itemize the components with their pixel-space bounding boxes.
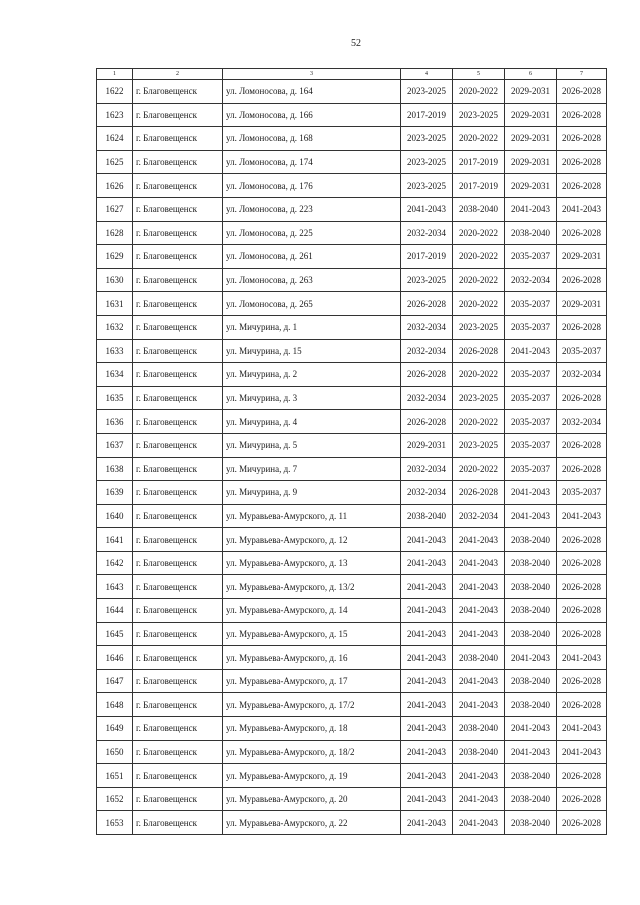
table-row [97, 150, 607, 174]
period-cell-col4: 2023-2025 [401, 174, 453, 198]
period-cell-col4: 2041-2043 [401, 811, 453, 835]
address-cell: ул. Мичурина, д. 15 [223, 339, 401, 363]
city-cell: г. Благовещенск [133, 622, 223, 646]
row-number-cell: 1648 [97, 693, 133, 717]
period-cell-col6: 2035-2037 [505, 386, 557, 410]
period-cell-col7: 2026-2028 [557, 268, 607, 292]
row-number-cell: 1623 [97, 103, 133, 127]
period-cell-col5: 2017-2019 [453, 150, 505, 174]
table-row [97, 764, 607, 788]
period-cell-col5: 2041-2043 [453, 811, 505, 835]
row-number-cell: 1639 [97, 481, 133, 505]
period-cell-col5: 2038-2040 [453, 197, 505, 221]
period-cell-col5: 2038-2040 [453, 740, 505, 764]
city-cell: г. Благовещенск [133, 245, 223, 269]
period-cell-col6: 2041-2043 [505, 504, 557, 528]
period-cell-col5: 2023-2025 [453, 433, 505, 457]
period-cell-col6: 2035-2037 [505, 457, 557, 481]
period-cell-col7: 2026-2028 [557, 811, 607, 835]
row-number-cell: 1633 [97, 339, 133, 363]
table-row [97, 245, 607, 269]
period-cell-col4: 2032-2034 [401, 339, 453, 363]
period-cell-col6: 2038-2040 [505, 221, 557, 245]
period-cell-col4: 2023-2025 [401, 268, 453, 292]
city-cell: г. Благовещенск [133, 339, 223, 363]
period-cell-col5: 2020-2022 [453, 268, 505, 292]
period-cell-col5: 2038-2040 [453, 717, 505, 741]
period-cell-col4: 2023-2025 [401, 127, 453, 151]
table-row [97, 363, 607, 387]
period-cell-col4: 2032-2034 [401, 315, 453, 339]
period-cell-col5: 2020-2022 [453, 245, 505, 269]
period-cell-col5: 2020-2022 [453, 80, 505, 104]
period-cell-col7: 2026-2028 [557, 787, 607, 811]
period-cell-col7: 2035-2037 [557, 339, 607, 363]
table-row [97, 787, 607, 811]
city-cell: г. Благовещенск [133, 717, 223, 741]
period-cell-col6: 2038-2040 [505, 669, 557, 693]
city-cell: г. Благовещенск [133, 197, 223, 221]
period-cell-col4: 2041-2043 [401, 693, 453, 717]
period-cell-col7: 2026-2028 [557, 551, 607, 575]
city-cell: г. Благовещенск [133, 646, 223, 670]
city-cell: г. Благовещенск [133, 103, 223, 127]
row-number-cell: 1638 [97, 457, 133, 481]
row-number-cell: 1652 [97, 787, 133, 811]
row-number-cell: 1651 [97, 764, 133, 788]
period-cell-col4: 2041-2043 [401, 717, 453, 741]
period-cell-col7: 2026-2028 [557, 433, 607, 457]
city-cell: г. Благовещенск [133, 292, 223, 316]
row-number-cell: 1646 [97, 646, 133, 670]
address-cell: ул. Ломоносова, д. 174 [223, 150, 401, 174]
period-cell-col5: 2023-2025 [453, 315, 505, 339]
period-cell-col7: 2026-2028 [557, 221, 607, 245]
period-cell-col6: 2041-2043 [505, 646, 557, 670]
period-cell-col6: 2038-2040 [505, 575, 557, 599]
row-number-cell: 1635 [97, 386, 133, 410]
column-header: 3 [223, 69, 401, 80]
period-cell-col7: 2041-2043 [557, 197, 607, 221]
period-cell-col6: 2038-2040 [505, 764, 557, 788]
period-cell-col5: 2020-2022 [453, 410, 505, 434]
row-number-cell: 1627 [97, 197, 133, 221]
row-number-cell: 1642 [97, 551, 133, 575]
column-header: 2 [133, 69, 223, 80]
row-number-cell: 1631 [97, 292, 133, 316]
city-cell: г. Благовещенск [133, 457, 223, 481]
period-cell-col7: 2026-2028 [557, 622, 607, 646]
address-cell: ул. Ломоносова, д. 164 [223, 80, 401, 104]
address-cell: ул. Мичурина, д. 5 [223, 433, 401, 457]
period-cell-col6: 2038-2040 [505, 622, 557, 646]
period-cell-col6: 2038-2040 [505, 599, 557, 623]
city-cell: г. Благовещенск [133, 363, 223, 387]
period-cell-col4: 2041-2043 [401, 669, 453, 693]
table-row [97, 811, 607, 835]
period-cell-col5: 2026-2028 [453, 481, 505, 505]
address-cell: ул. Муравьева-Амурского, д. 13 [223, 551, 401, 575]
period-cell-col4: 2029-2031 [401, 433, 453, 457]
period-cell-col7: 2026-2028 [557, 693, 607, 717]
period-cell-col4: 2017-2019 [401, 103, 453, 127]
period-cell-col6: 2041-2043 [505, 197, 557, 221]
city-cell: г. Благовещенск [133, 481, 223, 505]
period-cell-col4: 2041-2043 [401, 622, 453, 646]
column-header: 1 [97, 69, 133, 80]
table-row [97, 528, 607, 552]
row-number-cell: 1622 [97, 80, 133, 104]
city-cell: г. Благовещенск [133, 787, 223, 811]
city-cell: г. Благовещенск [133, 599, 223, 623]
table-row [97, 410, 607, 434]
period-cell-col6: 2035-2037 [505, 292, 557, 316]
table-row [97, 315, 607, 339]
period-cell-col4: 2041-2043 [401, 646, 453, 670]
table-row [97, 551, 607, 575]
address-cell: ул. Мичурина, д. 2 [223, 363, 401, 387]
period-cell-col4: 2017-2019 [401, 245, 453, 269]
period-cell-col5: 2020-2022 [453, 457, 505, 481]
period-cell-col7: 2026-2028 [557, 528, 607, 552]
row-number-cell: 1626 [97, 174, 133, 198]
period-cell-col6: 2038-2040 [505, 787, 557, 811]
period-cell-col6: 2035-2037 [505, 410, 557, 434]
address-cell: ул. Муравьева-Амурского, д. 18 [223, 717, 401, 741]
period-cell-col6: 2035-2037 [505, 315, 557, 339]
period-cell-col5: 2020-2022 [453, 127, 505, 151]
row-number-cell: 1645 [97, 622, 133, 646]
row-number-cell: 1632 [97, 315, 133, 339]
table-row [97, 80, 607, 104]
table-row [97, 174, 607, 198]
row-number-cell: 1636 [97, 410, 133, 434]
column-header: 6 [505, 69, 557, 80]
address-cell: ул. Ломоносова, д. 223 [223, 197, 401, 221]
period-cell-col5: 2041-2043 [453, 764, 505, 788]
address-cell: ул. Ломоносова, д. 263 [223, 268, 401, 292]
row-number-cell: 1641 [97, 528, 133, 552]
row-number-cell: 1624 [97, 127, 133, 151]
column-header: 5 [453, 69, 505, 80]
period-cell-col7: 2041-2043 [557, 717, 607, 741]
address-cell: ул. Муравьева-Амурского, д. 20 [223, 787, 401, 811]
row-number-cell: 1649 [97, 717, 133, 741]
table-row [97, 221, 607, 245]
period-cell-col4: 2041-2043 [401, 764, 453, 788]
period-cell-col4: 2023-2025 [401, 80, 453, 104]
city-cell: г. Благовещенск [133, 764, 223, 788]
address-cell: ул. Муравьева-Амурского, д. 17/2 [223, 693, 401, 717]
table-row [97, 504, 607, 528]
address-cell: ул. Муравьева-Амурского, д. 12 [223, 528, 401, 552]
period-cell-col4: 2026-2028 [401, 292, 453, 316]
address-cell: ул. Муравьева-Амурского, д. 17 [223, 669, 401, 693]
period-cell-col4: 2041-2043 [401, 740, 453, 764]
period-cell-col4: 2041-2043 [401, 551, 453, 575]
period-cell-col7: 2026-2028 [557, 669, 607, 693]
period-cell-col6: 2035-2037 [505, 433, 557, 457]
city-cell: г. Благовещенск [133, 740, 223, 764]
period-cell-col6: 2041-2043 [505, 740, 557, 764]
period-cell-col4: 2032-2034 [401, 457, 453, 481]
period-cell-col5: 2026-2028 [453, 339, 505, 363]
table-row [97, 457, 607, 481]
city-cell: г. Благовещенск [133, 386, 223, 410]
period-cell-col6: 2029-2031 [505, 80, 557, 104]
period-cell-col6: 2029-2031 [505, 103, 557, 127]
column-header: 4 [401, 69, 453, 80]
city-cell: г. Благовещенск [133, 268, 223, 292]
row-number-cell: 1653 [97, 811, 133, 835]
address-cell: ул. Ломоносова, д. 261 [223, 245, 401, 269]
period-cell-col7: 2029-2031 [557, 245, 607, 269]
row-number-cell: 1630 [97, 268, 133, 292]
address-cell: ул. Мичурина, д. 1 [223, 315, 401, 339]
period-cell-col4: 2041-2043 [401, 599, 453, 623]
table-row [97, 717, 607, 741]
period-cell-col7: 2026-2028 [557, 127, 607, 151]
address-cell: ул. Муравьева-Амурского, д. 18/2 [223, 740, 401, 764]
table-row [97, 669, 607, 693]
table-row [97, 622, 607, 646]
address-cell: ул. Муравьева-Амурского, д. 15 [223, 622, 401, 646]
city-cell: г. Благовещенск [133, 315, 223, 339]
period-cell-col6: 2038-2040 [505, 528, 557, 552]
table-row [97, 575, 607, 599]
period-cell-col6: 2032-2034 [505, 268, 557, 292]
period-cell-col7: 2041-2043 [557, 740, 607, 764]
period-cell-col4: 2032-2034 [401, 481, 453, 505]
period-cell-col4: 2032-2034 [401, 221, 453, 245]
period-cell-col5: 2020-2022 [453, 292, 505, 316]
table-row [97, 693, 607, 717]
row-number-cell: 1640 [97, 504, 133, 528]
address-cell: ул. Ломоносова, д. 176 [223, 174, 401, 198]
city-cell: г. Благовещенск [133, 504, 223, 528]
period-cell-col6: 2035-2037 [505, 363, 557, 387]
address-cell: ул. Муравьева-Амурского, д. 16 [223, 646, 401, 670]
period-cell-col5: 2023-2025 [453, 386, 505, 410]
city-cell: г. Благовещенск [133, 433, 223, 457]
period-cell-col6: 2029-2031 [505, 150, 557, 174]
row-number-cell: 1634 [97, 363, 133, 387]
address-cell: ул. Муравьева-Амурского, д. 22 [223, 811, 401, 835]
table-row [97, 386, 607, 410]
period-cell-col7: 2026-2028 [557, 764, 607, 788]
row-number-cell: 1629 [97, 245, 133, 269]
period-cell-col5: 2041-2043 [453, 787, 505, 811]
period-cell-col5: 2041-2043 [453, 575, 505, 599]
period-cell-col4: 2032-2034 [401, 386, 453, 410]
period-cell-col7: 2026-2028 [557, 150, 607, 174]
address-cell: ул. Ломоносова, д. 265 [223, 292, 401, 316]
address-cell: ул. Мичурина, д. 3 [223, 386, 401, 410]
period-cell-col4: 2026-2028 [401, 410, 453, 434]
table-row [97, 127, 607, 151]
period-cell-col4: 2041-2043 [401, 787, 453, 811]
city-cell: г. Благовещенск [133, 528, 223, 552]
period-cell-col5: 2041-2043 [453, 599, 505, 623]
period-cell-col5: 2038-2040 [453, 646, 505, 670]
table-row [97, 268, 607, 292]
page-number: 52 [351, 38, 361, 49]
period-cell-col5: 2041-2043 [453, 622, 505, 646]
address-cell: ул. Мичурина, д. 4 [223, 410, 401, 434]
period-cell-col4: 2041-2043 [401, 575, 453, 599]
period-cell-col5: 2023-2025 [453, 103, 505, 127]
period-cell-col7: 2041-2043 [557, 646, 607, 670]
address-cell: ул. Муравьева-Амурского, д. 11 [223, 504, 401, 528]
table-row [97, 740, 607, 764]
city-cell: г. Благовещенск [133, 811, 223, 835]
period-cell-col5: 2041-2043 [453, 551, 505, 575]
period-cell-col5: 2032-2034 [453, 504, 505, 528]
address-cell: ул. Ломоносова, д. 166 [223, 103, 401, 127]
period-cell-col4: 2023-2025 [401, 150, 453, 174]
period-cell-col7: 2026-2028 [557, 386, 607, 410]
city-cell: г. Благовещенск [133, 575, 223, 599]
city-cell: г. Благовещенск [133, 221, 223, 245]
address-cell: ул. Мичурина, д. 9 [223, 481, 401, 505]
row-number-cell: 1625 [97, 150, 133, 174]
table-row [97, 197, 607, 221]
period-cell-col5: 2020-2022 [453, 221, 505, 245]
repair-schedule-table [96, 68, 607, 835]
city-cell: г. Благовещенск [133, 150, 223, 174]
city-cell: г. Благовещенск [133, 174, 223, 198]
address-cell: ул. Ломоносова, д. 168 [223, 127, 401, 151]
period-cell-col6: 2029-2031 [505, 174, 557, 198]
period-cell-col5: 2041-2043 [453, 528, 505, 552]
row-number-cell: 1637 [97, 433, 133, 457]
period-cell-col4: 2026-2028 [401, 363, 453, 387]
city-cell: г. Благовещенск [133, 80, 223, 104]
city-cell: г. Благовещенск [133, 551, 223, 575]
period-cell-col5: 2017-2019 [453, 174, 505, 198]
period-cell-col5: 2020-2022 [453, 363, 505, 387]
period-cell-col6: 2038-2040 [505, 693, 557, 717]
table-row [97, 292, 607, 316]
city-cell: г. Благовещенск [133, 669, 223, 693]
city-cell: г. Благовещенск [133, 127, 223, 151]
period-cell-col6: 2038-2040 [505, 551, 557, 575]
period-cell-col5: 2041-2043 [453, 669, 505, 693]
address-cell: ул. Муравьева-Амурского, д. 14 [223, 599, 401, 623]
city-cell: г. Благовещенск [133, 693, 223, 717]
address-cell: ул. Муравьева-Амурского, д. 13/2 [223, 575, 401, 599]
period-cell-col7: 2026-2028 [557, 315, 607, 339]
address-cell: ул. Ломоносова, д. 225 [223, 221, 401, 245]
period-cell-col6: 2035-2037 [505, 245, 557, 269]
period-cell-col5: 2041-2043 [453, 693, 505, 717]
period-cell-col7: 2026-2028 [557, 575, 607, 599]
period-cell-col4: 2041-2043 [401, 528, 453, 552]
row-number-cell: 1647 [97, 669, 133, 693]
table-row [97, 433, 607, 457]
period-cell-col7: 2026-2028 [557, 103, 607, 127]
period-cell-col7: 2032-2034 [557, 363, 607, 387]
period-cell-col7: 2041-2043 [557, 504, 607, 528]
column-header: 7 [557, 69, 607, 80]
period-cell-col6: 2038-2040 [505, 811, 557, 835]
row-number-cell: 1628 [97, 221, 133, 245]
period-cell-col7: 2035-2037 [557, 481, 607, 505]
table-row [97, 599, 607, 623]
address-cell: ул. Муравьева-Амурского, д. 19 [223, 764, 401, 788]
address-cell: ул. Мичурина, д. 7 [223, 457, 401, 481]
table-row [97, 339, 607, 363]
period-cell-col6: 2041-2043 [505, 339, 557, 363]
period-cell-col7: 2026-2028 [557, 457, 607, 481]
period-cell-col4: 2041-2043 [401, 197, 453, 221]
table-header-row [97, 69, 607, 80]
period-cell-col7: 2026-2028 [557, 174, 607, 198]
period-cell-col4: 2038-2040 [401, 504, 453, 528]
period-cell-col7: 2026-2028 [557, 599, 607, 623]
period-cell-col6: 2041-2043 [505, 481, 557, 505]
table-row [97, 103, 607, 127]
period-cell-col7: 2026-2028 [557, 80, 607, 104]
period-cell-col7: 2032-2034 [557, 410, 607, 434]
period-cell-col6: 2041-2043 [505, 717, 557, 741]
city-cell: г. Благовещенск [133, 410, 223, 434]
row-number-cell: 1644 [97, 599, 133, 623]
table-row [97, 646, 607, 670]
row-number-cell: 1650 [97, 740, 133, 764]
row-number-cell: 1643 [97, 575, 133, 599]
table-row [97, 481, 607, 505]
period-cell-col6: 2029-2031 [505, 127, 557, 151]
period-cell-col7: 2029-2031 [557, 292, 607, 316]
